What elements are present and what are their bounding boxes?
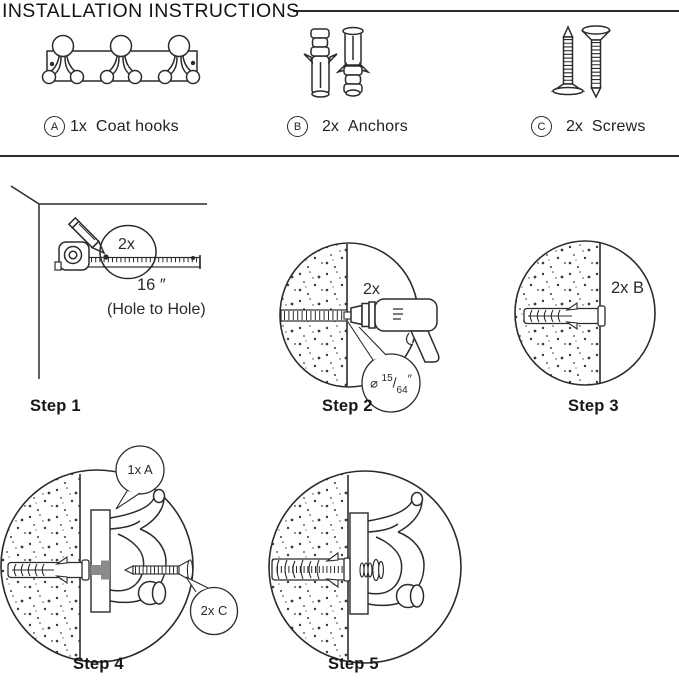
anchors-drawing <box>304 28 368 98</box>
step2-bit-size-label: ⌀ $^{15}/_{64}''$ <box>370 372 412 396</box>
part-qty-a: 1x <box>70 117 87 135</box>
part-name-b: Anchors <box>347 117 409 135</box>
step1-title: Step 1 <box>30 397 81 415</box>
step2-title: Step 2 <box>322 397 373 415</box>
part-letter-a: A <box>44 116 65 137</box>
step2-qty-label: 2x <box>363 281 380 298</box>
part-name-c: Screws <box>591 117 646 135</box>
part-name-a: Coat hooks <box>95 117 179 135</box>
part-letter-b: B <box>287 116 308 137</box>
coat-hook-rack-drawing <box>43 36 200 84</box>
step4-title: Step 4 <box>73 655 124 673</box>
wall-corner <box>11 186 207 379</box>
part-label-screws <box>531 116 646 137</box>
step5-drawing <box>269 471 461 663</box>
screw-floating <box>125 560 193 580</box>
part-label-coat-hooks <box>44 116 179 137</box>
drilled-hole <box>281 310 347 321</box>
step4-screw-callout-label: 2x C <box>200 603 228 618</box>
step1-qty-label: 2x <box>118 236 135 253</box>
step3-title: Step 3 <box>568 397 619 415</box>
step3-qty-label: 2x B <box>611 279 645 297</box>
step3-drawing <box>515 241 655 386</box>
step4-drawing <box>1 446 238 662</box>
step5-title: Step 5 <box>328 655 379 673</box>
screws-drawing <box>553 26 610 97</box>
part-qty-b: 2x <box>322 117 339 135</box>
part-label-anchors <box>287 116 408 137</box>
page-title: INSTALLATION INSTRUCTIONS <box>2 0 300 22</box>
part-letter-c: C <box>531 116 552 137</box>
step1-note-label: (Hole to Hole) <box>107 301 206 318</box>
second-mark-dot <box>191 256 195 260</box>
pencil-mark-dot <box>103 254 108 259</box>
step1-drawing <box>11 186 207 379</box>
part-qty-c: 2x <box>566 117 583 135</box>
step1-distance-label: 16 ″ <box>137 276 166 294</box>
step4-hook-callout-label: 1x A <box>127 462 153 477</box>
